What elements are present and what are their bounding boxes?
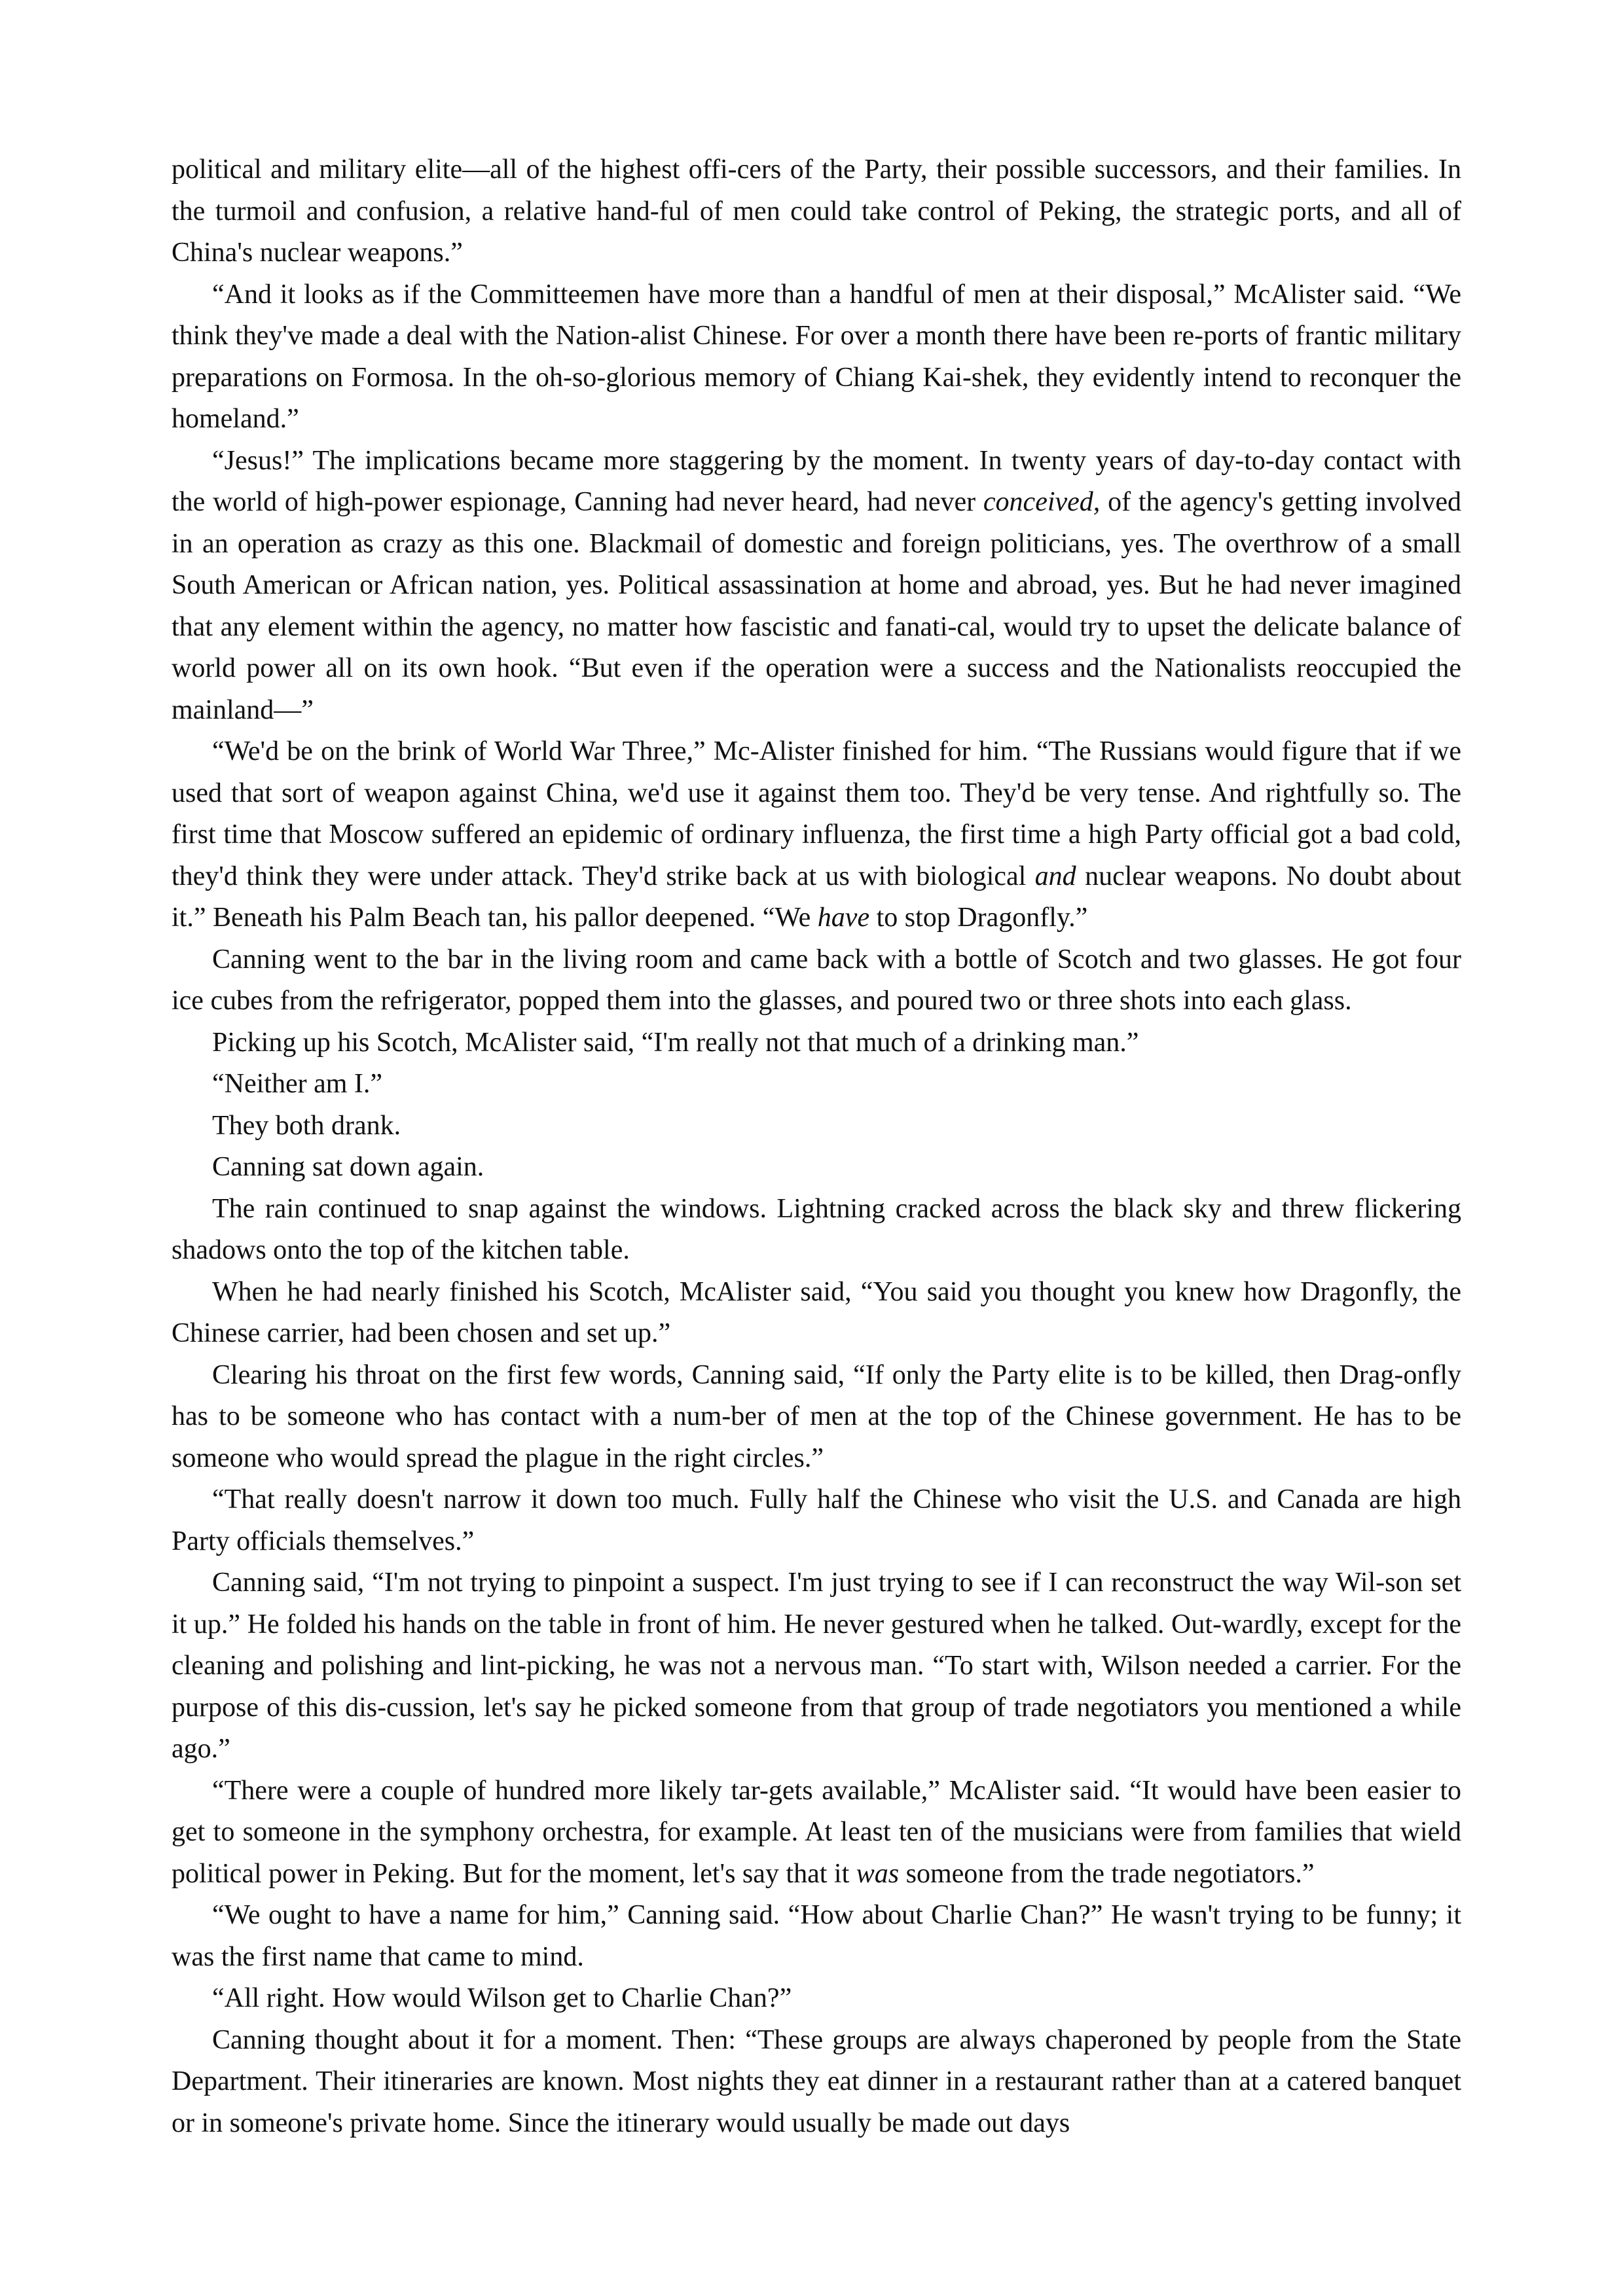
paragraph	[172, 731, 1461, 939]
text-run: someone from the trade negotiators.”	[899, 1858, 1315, 1889]
paragraph	[172, 274, 1461, 440]
paragraph	[172, 1479, 1461, 1562]
text-run: “That really doesn't narrow it down too much. Fully half the Chinese who visit the U.S. and Canada are high Party officials themselves.”	[172, 1484, 1461, 1556]
text-run: The rain continued to snap against the windows. Lightning cracked across the black sky and threw flickering shadows onto the top of the kitchen table.	[172, 1193, 1461, 1265]
paragraph	[172, 1770, 1461, 1895]
text-run: to stop Dragonfly.”	[869, 903, 1088, 933]
paragraph	[172, 1147, 1461, 1189]
text-run: Canning went to the bar in the living room and came back with a bottle of Scotch and two glasses. He got four ice cubes from the refrigerator, popped them into the glasses, and poured two or three shots into each glass.	[172, 944, 1461, 1016]
italic-text: and	[1034, 861, 1076, 891]
text-run: “All right. How would Wilson get to Charlie Chan?”	[212, 1983, 792, 2013]
text-run: nuclear weapons. No doubt about it.” Beneath his Palm Beach tan, his pallor deepened. “We	[172, 861, 1462, 933]
paragraph	[172, 1355, 1461, 1480]
text-run: of the agency's getting involved in an operation as crazy as this one. Blackmail of domestic and foreign politicians, yes. The overthrow of a small South American or African nation, yes. Political assassination at home and abroad, yes. But he had never imagined that any element within the agency, no matter how fascistic and fanati-cal, would try to upset the delicate balance of world power all on its own hook. “But even if the operation were a success and the Nationalists reoccupied the mainland—”	[172, 487, 1461, 725]
text-run: Canning said, “I'm not trying to pinpoint a suspect. I'm just trying to see if I can reconstruct the way Wil-son set it up.” He folded his hands on the table in front of him. He never gestured when he talked. Out-wardly, except for the cleaning and polishing and lint-picking, he was not a nervous man. “To start with, Wilson needed a carrier. For the purpose of this dis-cussion, let's say he picked someone from that group of trade negotiators you mentioned a while ago.”	[172, 1568, 1461, 1764]
text-run: “Neither am I.”	[212, 1069, 383, 1099]
paragraph	[172, 1189, 1461, 1272]
text-run: “We'd be on the brink of World War Three,” Mc-Alister finished for him. “The Russians would figure that if we used that sort of weapon against China, we'd use it against them too. They'd be very tense. And rightfully so. The first time that Moscow suffered an epidemic of ordinary influenza, the first time a high Party official got a bad cold, they'd think they were under attack. They'd strike back at us with biological	[172, 736, 1461, 891]
text-run: They both drank.	[212, 1110, 401, 1141]
italic-text: have	[817, 903, 870, 933]
text-run: political and military elite—all of the highest offi-cers of the Party, their possible successors, and their families. In the turmoil and confusion, a relative hand-ful of men could take control of Peking, the strategic ports, and all of China's nuclear weapons.”	[172, 154, 1461, 268]
paragraph	[172, 1022, 1461, 1064]
text-run: “Jesus!” The implications became more staggering by the moment. In twenty years of day-to-day contact with the world of high-power espionage, Canning had never heard, had never	[172, 445, 1461, 517]
text-run: Picking up his Scotch, McAlister said, “I'm really not that much of a drinking man.”	[212, 1027, 1139, 1058]
paragraph	[172, 1895, 1461, 1978]
paragraph	[172, 1272, 1461, 1355]
paragraph	[172, 1064, 1461, 1105]
text-run: Canning sat down again.	[212, 1152, 484, 1182]
italic-text: was	[856, 1858, 900, 1889]
text-run: Clearing his throat on the first few words, Canning said, “If only the Party elite is to be killed, then Drag-onfly has to be someone who has contact with a num-ber of men at the top of the Chinese government. He has to be someone who would spread the plague in the right circles.”	[172, 1359, 1461, 1473]
paragraph	[172, 440, 1461, 732]
text-run: Canning thought about it for a moment. Then: “These groups are always chaperoned by people from the State Department. Their itineraries are known. Most nights they eat dinner in a restaurant rather than at a catered banquet or in someone's private home. Since the itinerary would usually be made out days	[172, 2024, 1461, 2138]
text-run: When he had nearly finished his Scotch, McAlister said, “You said you thought you knew how Dragonfly, the Chinese carrier, had been chosen and set up.”	[172, 1276, 1461, 1348]
text-run: “And it looks as if the Committeemen have more than a handful of men at their disposal,” McAlister said. “We think they've made a deal with the Nation-alist Chinese. For over a month there have been re-ports of frantic military preparations on Formosa. In the oh-so-glorious memory of Chiang Kai-shek, they evidently intend to reconquer the homeland.”	[172, 279, 1461, 434]
text-run: “There were a couple of hundred more likely tar-gets available,” McAlister said. “It would have been easier to get to someone in the symphony orchestra, for example. At least ten of the musicians were from families that wield political power in Peking. But for the moment, let's say that it	[172, 1775, 1461, 1889]
paragraph	[172, 939, 1461, 1022]
paragraph	[172, 2020, 1461, 2145]
paragraph	[172, 149, 1461, 274]
paragraph	[172, 1105, 1461, 1147]
page-body	[172, 149, 1461, 2144]
paragraph	[172, 1978, 1461, 2020]
paragraph	[172, 1562, 1461, 1770]
italic-text: conceived,	[983, 487, 1101, 517]
text-run: “We ought to have a name for him,” Canning said. “How about Charlie Chan?” He wasn't trying to be funny; it was the first name that came to mind.	[172, 1900, 1461, 1972]
